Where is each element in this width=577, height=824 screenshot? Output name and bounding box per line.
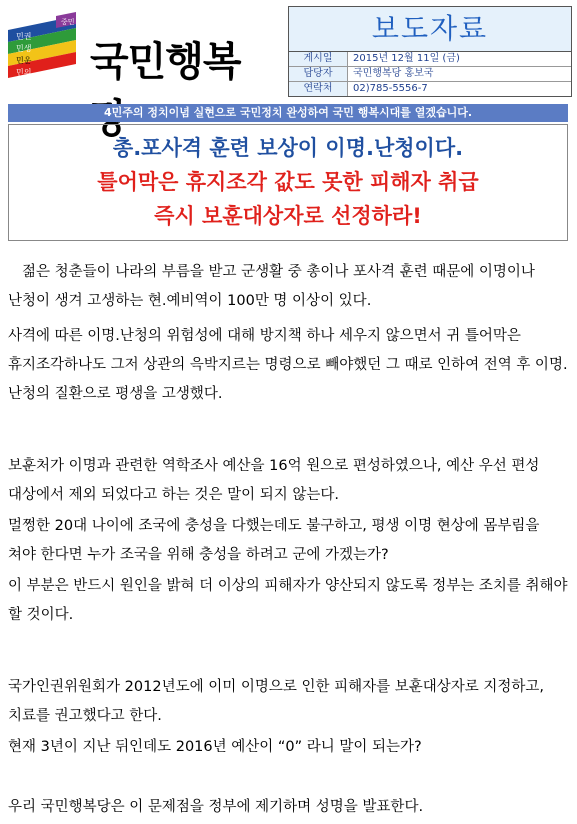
headline-line-3: 즉시 보훈대상자로 선정하라! <box>154 204 422 228</box>
ribbon-word-2: 민생 <box>16 44 32 53</box>
party-emblem-icon <box>6 12 86 78</box>
headline-line-2: 틀어막은 휴지조각 값도 못한 피해자 취급 <box>97 170 479 194</box>
info-label-contact-person: 담당자 <box>289 67 348 81</box>
headline-box <box>8 124 568 241</box>
party-logo <box>6 12 276 85</box>
info-row-contact-person <box>289 67 571 82</box>
info-row-phone <box>289 82 571 96</box>
body-paragraph-4: 멀쩡한 20대 나이에 조국에 충성을 다했는데도 불구하고, 평생 이명 현상에 몸부림을 쳐야 한다면 누가 조국을 위해 충성을 하려고 군에 가겠는가? <box>8 518 540 563</box>
info-value-phone: 02)785-5556-7 <box>353 83 428 94</box>
party-name: 국민행복 <box>90 39 241 85</box>
headline-line-1: 총.포사격 훈련 보상이 이명.난청이다. <box>112 136 464 160</box>
ribbon-word-4: 민의 <box>16 68 32 77</box>
info-label-date: 게시일 <box>289 52 348 66</box>
body-paragraph-6: 국가인권위원회가 2012년도에 이미 이명으로 인한 피해자를 보훈대상자로 지정하고, 치료를 권고했다고 한다. <box>8 679 545 724</box>
body-paragraph-3: 보훈처가 이명과 관련한 역학조사 예산을 16억 원으로 편성하였으나, 예산 우선 편성 대상에서 제외 되었다고 하는 것은 말이 되지 않는다. <box>8 458 540 503</box>
badge-word: 중민 <box>61 18 75 26</box>
ribbon-word-1: 민권 <box>16 32 32 41</box>
info-row-date <box>289 52 571 67</box>
press-release-box <box>288 6 572 97</box>
body-paragraph-2: 사격에 따른 이명.난청의 위험성에 대해 방지책 하나 세우지 않으면서 귀 틀어막은 휴지조각하나도 그저 상관의 윽박지르는 명령으로 빼야했던 그 때로 인하여 전역 후 이명.난청의 질환으로 평생을 고생했다. <box>8 328 568 402</box>
info-value-date: 2015년 12월 11일 (금) <box>353 53 460 64</box>
body-paragraph-5: 이 부분은 반드시 원인을 밝혀 더 이상의 피해자가 양산되지 않도록 정부는 조치를 취해야 할 것이다. <box>8 578 568 623</box>
info-label-phone: 연락처 <box>289 82 348 96</box>
body-paragraph-8: 우리 국민행복당은 이 문제점을 정부에 제기하며 성명을 발표한다. <box>8 799 424 815</box>
slogan-banner: 4민주의 정치이념 실현으로 국민정치 완성하여 국민 행복시대를 열겠습니다. <box>8 104 568 122</box>
body-paragraph-7: 현재 3년이 지난 뒤인데도 2016년 예산이 “0” 라니 말이 되는가? <box>8 739 422 755</box>
body-paragraph-1: 젊은 청춘들이 나라의 부름을 받고 군생활 중 총이나 포사격 훈련 때문에 이명이나 난청이 생겨 고생하는 현.예비역이 100만 명 이상이 있다. <box>8 264 535 309</box>
ribbon-word-3: 민운 <box>16 56 32 65</box>
info-value-contact-person: 국민행복당 홍보국 <box>353 68 434 79</box>
press-release-title: 보도자료 <box>289 7 571 52</box>
